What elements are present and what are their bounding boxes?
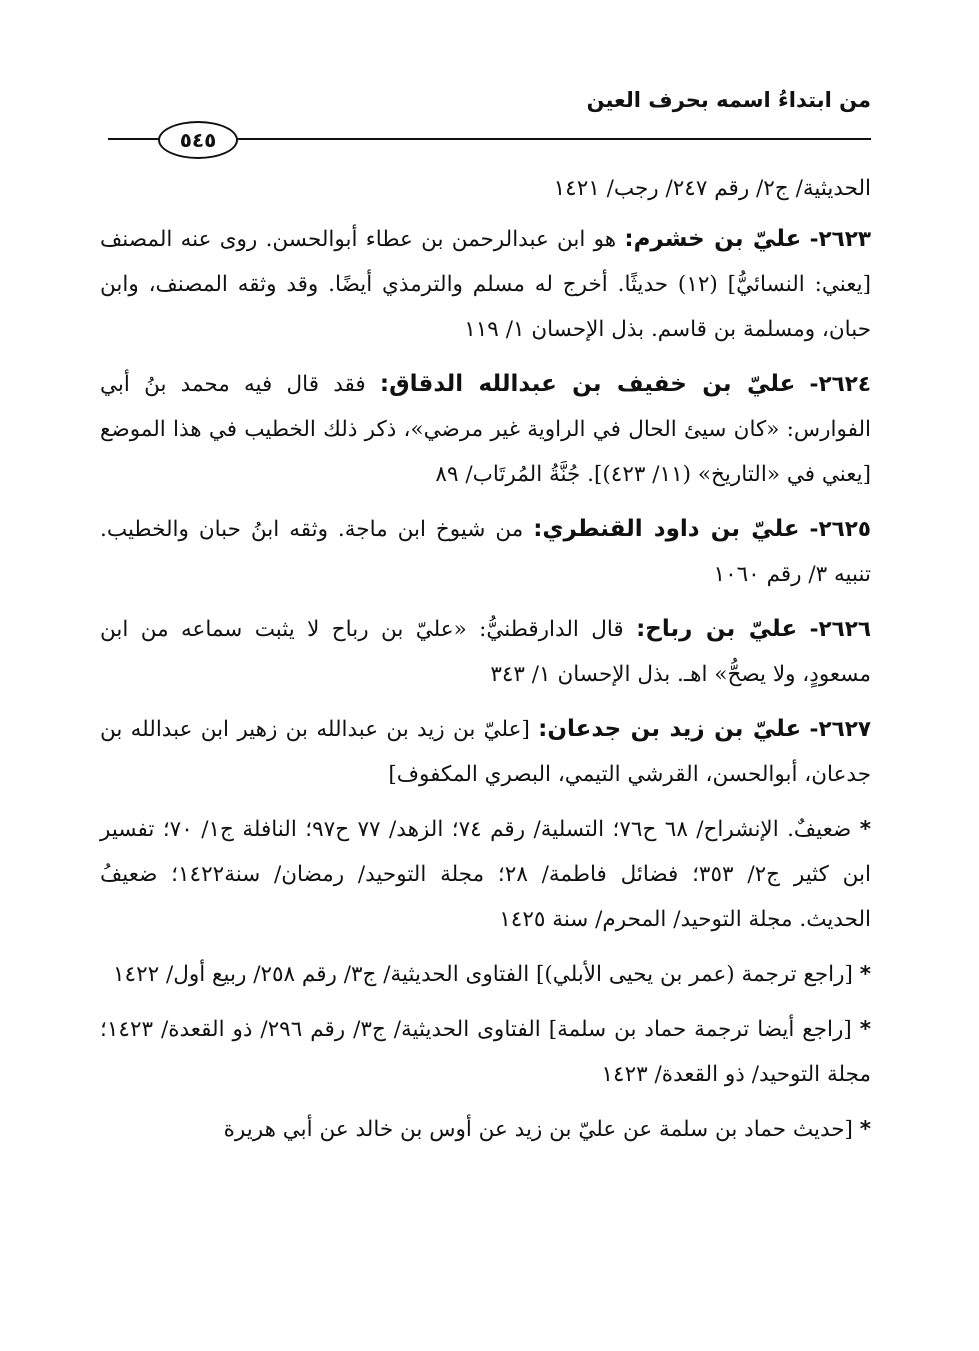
entry-text: قال الدارقطنيُّ: «عليّ بن رباح لا يثبت سماعه من ابن مسعودٍ، ولا يصحُّ» اهـ. بذل الإحسان ١/ ٣٤٣ [100,617,871,687]
entry-2625 [100,507,871,597]
entry-number: ٢٦٢٦- [809,617,871,642]
entry-number: ٢٦٢٧- [809,717,871,742]
entry-text: من شيوخ ابن ماجة. وثقه ابنُ حبان والخطيب. تنبيه ٣/ رقم ١٠٦٠ [100,517,871,587]
entry-name: عليّ بن داود القنطري: [533,516,800,542]
running-title: من ابتداءُ اسمه بحرف العين [586,88,871,112]
note-text: ضعيفٌ. الإنشراح/ ٦٨ ح٧٦؛ التسلية/ رقم ٧٤؛ الزهد/ ٧٧ ح٩٧؛ النافلة ج١/ ٧٠؛ تفسير ابن كثير ج٢/ ٣٥٣؛ فضائل فاطمة/ ٢٨؛ مجلة التوحيد/ رمضان/ سنة١٤٢٢؛ ضعيفُ الحديث. مجلة التوحيد/ المحرم/ سنة ١٤٢٥ [100,817,872,932]
entry-2626 [100,607,871,697]
entry-2627 [100,707,871,797]
entry-2624 [100,362,871,497]
asterisk-marker: * [859,1017,871,1042]
page-body [100,166,871,1162]
entry-text: [عليّ بن زيد بن عبدالله بن زهير ابن عبدالله بن جدعان، أبوالحسن، القرشي التيمي، البصري المكفوف] [100,717,871,787]
page-number: ٥٤٥ [158,121,238,159]
entry-text: الحديثية/ ج٢/ رقم ٢٤٧/ رجب/ ١٤٢١ [553,176,871,201]
entry-2623 [100,217,871,352]
entry-number: ٢٦٢٥- [809,517,871,542]
asterisk-marker: * [859,817,871,842]
note-4 [100,1107,871,1152]
note-text: [راجع أيضا ترجمة حماد بن سلمة] الفتاوى الحديثية/ ج٣/ رقم ٢٩٦/ ذو القعدة/ ١٤٢٣؛ مجلة التوحيد/ ذو القعدة/ ١٤٢٣ [100,1017,871,1087]
entry-name: عليّ بن خفيف بن عبدالله الدقاق: [379,371,796,397]
continuation-line [100,166,871,211]
note-1 [100,807,871,942]
entry-text: هو ابن عبدالرحمن بن عطاء أبوالحسن. روى عنه المصنف [يعني: النسائيُّ] (١٢) حديثًا. أخرج له مسلم والترمذي أيضًا. وقد وثقه المصنف، وابن حبان، ومسلمة بن قاسم. بذل الإحسان ١/ ١١٩ [100,227,871,342]
asterisk-marker: * [859,962,871,987]
entry-name: عليّ بن زيد بن جدعان: [538,716,802,742]
asterisk-marker: * [859,1117,871,1142]
note-3 [100,1007,871,1097]
note-text: [حديث حماد بن سلمة عن عليّ بن زيد عن أوس بن خالد عن أبي هريرة [223,1117,853,1142]
entry-number: ٢٦٢٤- [809,372,871,397]
entry-name: عليّ بن خشرم: [624,226,802,252]
note-2 [100,952,871,997]
note-text: [راجع ترجمة (عمر بن يحيى الأبلي)] الفتاوى الحديثية/ ج٣/ رقم ٢٥٨/ ربيع أول/ ١٤٢٢ [112,962,853,987]
entry-text: فقد قال فيه محمد بنُ أبي الفوارس: «كان سيئ الحال في الراوية غير مرضي»، ذكر ذلك الخطيب في هذا الموضع [يعني في «التاريخ» (١١/ ٤٢٣)]. جُنَّةُ المُرتَاب/ ٨٩ [100,372,871,487]
entry-name: عليّ بن رباح: [636,616,798,642]
entry-number: ٢٦٢٣- [809,227,872,252]
